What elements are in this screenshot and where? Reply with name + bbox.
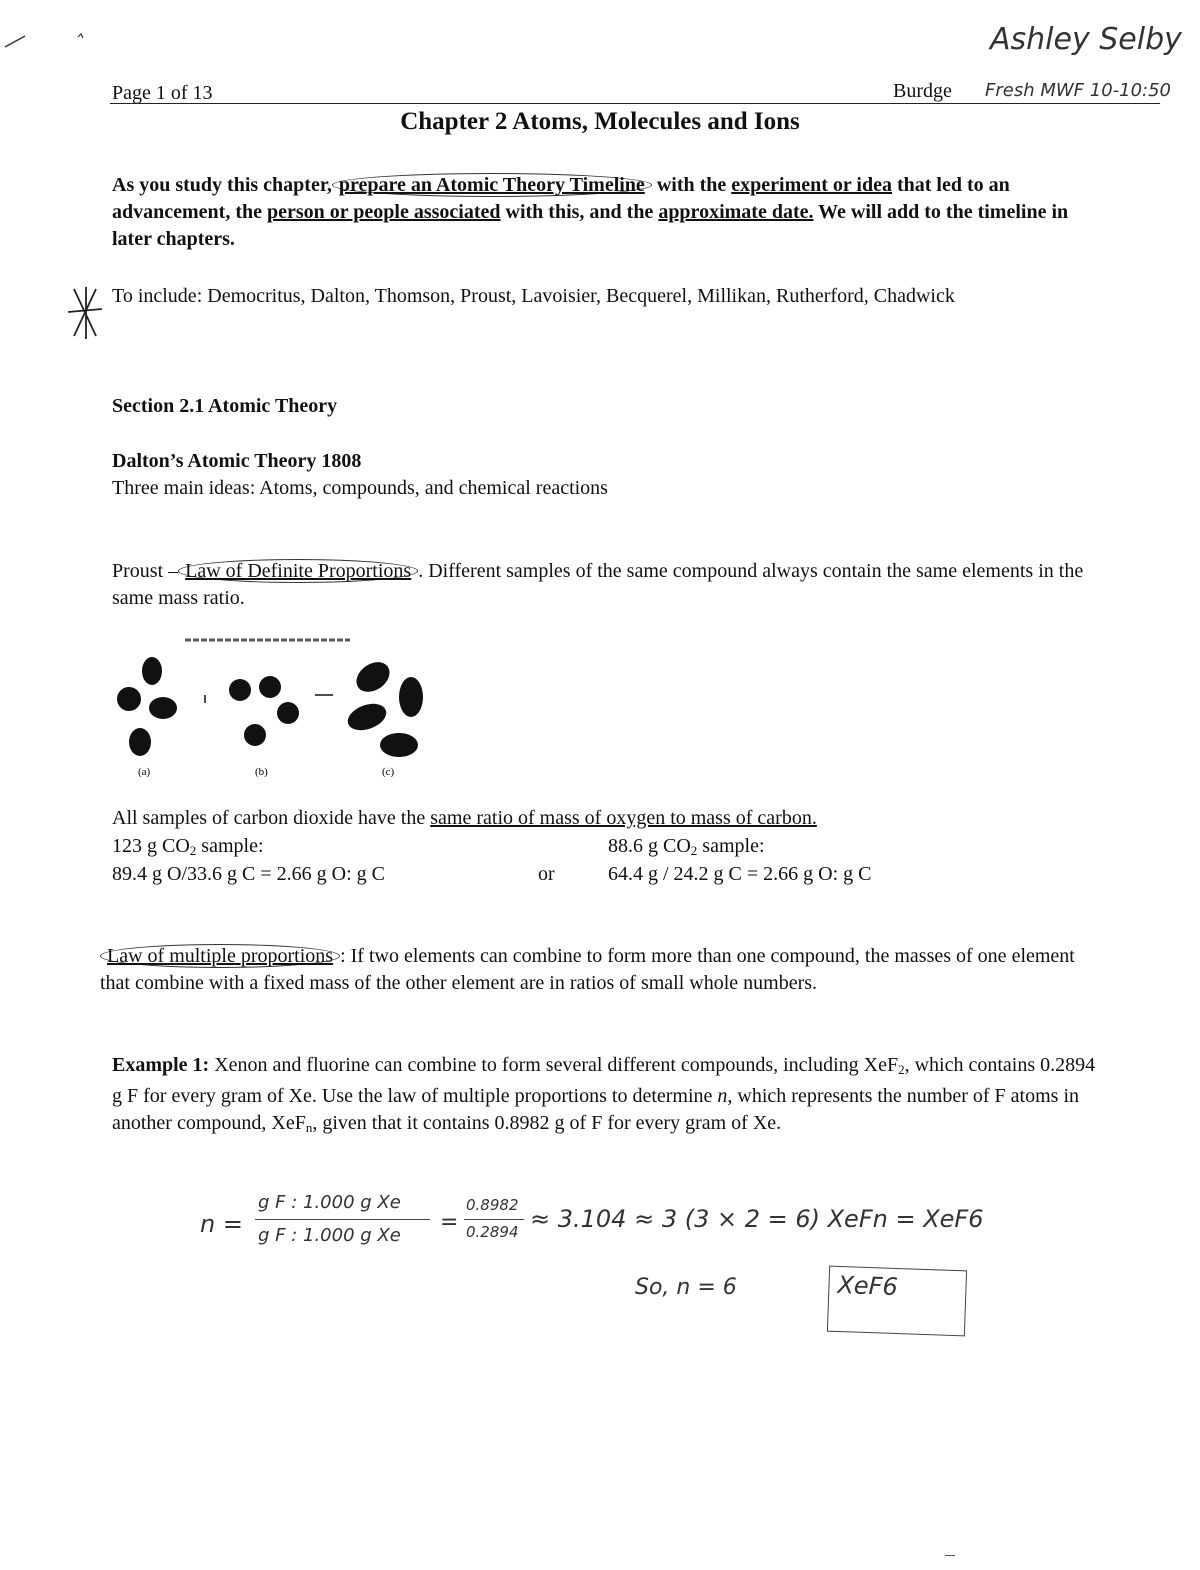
co2-left-ratio: 89.4 g O/33.6 g C = 2.66 g O: g C [112, 863, 385, 885]
intro-date: approximate date. [658, 201, 814, 223]
hw-numerator: g F : 1.000 g Xe [258, 1192, 401, 1213]
intro-text-2: with the [656, 174, 727, 196]
example-sub-1: 2 [898, 1062, 905, 1077]
hw-result: ≈ 3.104 ≈ 3 (3 × 2 = 6) XeFn = XeF6 [530, 1205, 984, 1233]
intro-person: person or people associated [266, 201, 501, 223]
co2-left-line1: 123 g CO [112, 835, 190, 857]
co2-left-line1-end: sample: [196, 835, 264, 857]
stray-pen-mark [0, 12, 100, 52]
intro-text-5: We will add to the timeline in later chapters. [112, 201, 1069, 250]
hw-fraction-bar [255, 1219, 430, 1220]
co2-right-line1-end: sample: [697, 835, 765, 857]
co2-statement [112, 805, 817, 832]
section-note: Fresh MWF 10-10:50 [985, 80, 1172, 101]
hw-answer-box: XeF6 [827, 1266, 967, 1337]
hw-conclusion: So, n = 6 [635, 1275, 737, 1300]
co2-right-sub: 2 [690, 843, 698, 858]
intro-text-1: As you study this chapter, [112, 174, 332, 196]
asterisk-mark [66, 284, 106, 344]
co2-or: or [538, 863, 555, 885]
example-text-2: , which contains 0.2894 g F for every gram of Xe. Use the law of multiple proportions to determine [112, 1054, 1096, 1107]
include-list: To include: Democritus, Dalton, Thomson, Proust, Lavoisier, Becquerel, Millikan, Rutherford, Chadwick [112, 285, 955, 307]
hw-equals: = [440, 1210, 459, 1235]
header-rule [110, 103, 1160, 104]
example-label: Example 1: [112, 1054, 210, 1076]
dalton-text: Three main ideas: Atoms, compounds, and chemical reactions [112, 477, 608, 499]
student-name: Ashley Selby [990, 22, 1182, 57]
intro-timeline: prepare an Atomic Theory Timeline [332, 173, 652, 197]
multiple-proportions-paragraph [100, 943, 1090, 997]
proust-text: . Different samples of the same compound always contain the same elements in the same mass ratio. [112, 560, 1084, 609]
hw-denominator: g F : 1.000 g Xe [258, 1225, 401, 1246]
proust-paragraph [112, 558, 1102, 612]
co2-left-sample [112, 833, 264, 864]
proust-law: Law of Definite Proportions [178, 559, 418, 583]
section-heading: Section 2.1 Atomic Theory [112, 395, 338, 417]
figure-label-a: (a) [138, 766, 151, 778]
chapter-title: Chapter 2 Atoms, Molecules and Ions [400, 108, 800, 135]
figure-label-c: (c) [382, 766, 395, 778]
co2-left-sub: 2 [189, 843, 197, 858]
proust-prefix: Proust – [112, 560, 179, 582]
multiple-law: Law of multiple proportions [100, 944, 340, 968]
example-n: n [717, 1085, 728, 1107]
multiple-text: : If two elements can combine to form more than one compound, the masses of one element that combine with a fixed mass of the other element are in ratios of small whole numbers. [100, 945, 1075, 994]
figure-label-b: (b) [255, 766, 268, 778]
example-text-3: , which represents the number of F atoms in another compound, XeF [112, 1085, 1079, 1134]
example-text-4: , given that it contains 0.8982 g of F for every gram of Xe. [312, 1112, 782, 1134]
intro-text-4: with this, and the [505, 201, 654, 223]
hw-n-equals: n = [200, 1210, 243, 1238]
intro-experiment: experiment or idea [731, 174, 892, 196]
co2-molecule-figure [105, 635, 445, 780]
co2-right-sample [608, 833, 765, 864]
co2-ratio: same ratio of mass of oxygen to mass of carbon. [430, 807, 817, 829]
co2-statement-text: All samples of carbon dioxide have the [112, 807, 426, 829]
example-text-1: Xenon and fluorine can combine to form several different compounds, including XeF [209, 1054, 899, 1076]
co2-right-ratio: 64.4 g / 24.2 g C = 2.66 g O: g C [608, 863, 872, 885]
intro-text-3: that led to an advancement, the [112, 174, 1010, 223]
intro-paragraph [112, 172, 1102, 253]
hw-denominator-2: 0.2894 [466, 1223, 519, 1241]
hw-fraction-bar-2 [464, 1219, 524, 1220]
example-1 [112, 1052, 1102, 1141]
dalton-heading: Dalton’s Atomic Theory 1808 [112, 450, 362, 472]
co2-right-line1: 88.6 g CO [608, 835, 691, 857]
stray-dash [945, 1555, 955, 1556]
hw-numerator-2: 0.8982 [466, 1196, 519, 1214]
page-number: Page 1 of 13 [112, 82, 213, 104]
example-sub-n: n [305, 1120, 313, 1135]
author-label: Burdge [893, 80, 952, 102]
